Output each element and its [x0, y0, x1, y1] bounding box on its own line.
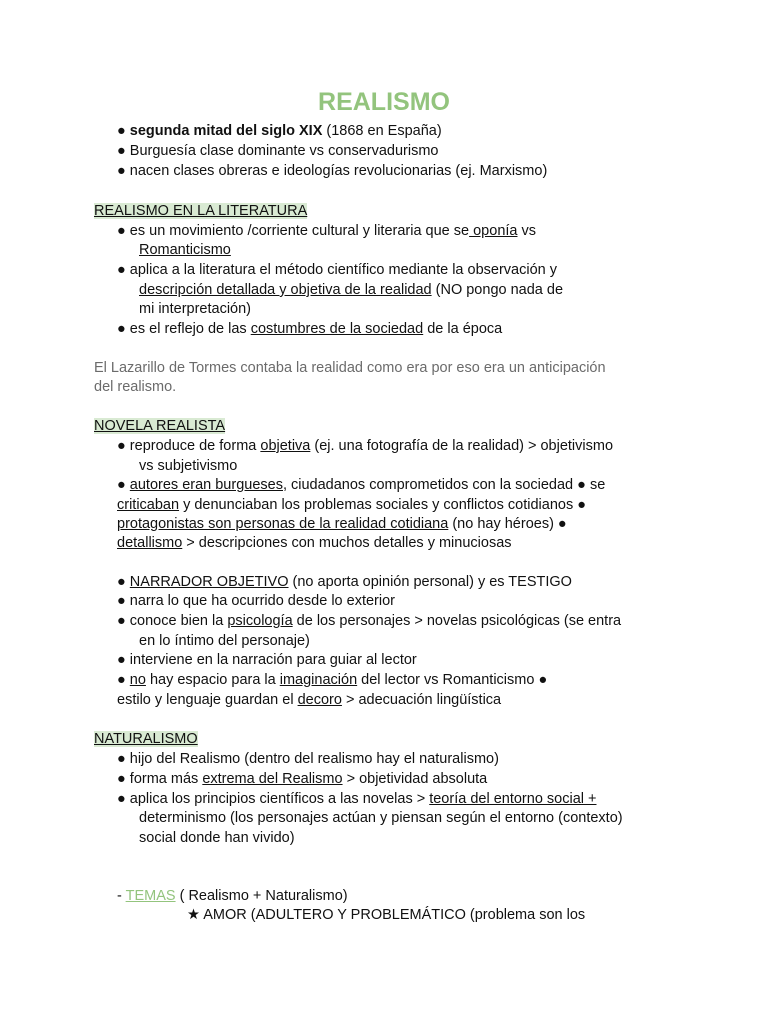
text: de los personajes > novelas psicológicas (se entra [292, 613, 622, 629]
underlined-text: autores eran burgueses, [129, 477, 287, 493]
text: (1868 en España) [322, 123, 442, 139]
novela-bullet-1-cont: vs subjetivismo [139, 458, 238, 474]
heading-text: NOVELA REALISTA [94, 418, 226, 434]
novela-line-protagonistas [117, 514, 567, 534]
lit-bullet-1 [117, 221, 536, 241]
underlined-text: criticaban [117, 497, 180, 513]
underlined-text: descripción detallada y objetiva de la realidad [139, 282, 432, 298]
lit-bullet-3 [117, 319, 502, 339]
star-icon: ★ [187, 907, 200, 923]
text: y denunciaban los problemas sociales y conflictos cotidianos ● [179, 497, 586, 513]
underlined-text: teoría del entorno social + [429, 791, 597, 807]
text: (ej. una fotografía de la realidad) > objetivismo [310, 438, 614, 454]
text: hijo del Realismo (dentro del realismo hay el naturalismo) [129, 751, 499, 767]
bullet-glyph: ● [117, 593, 130, 609]
text: (no hay héroes) ● [448, 516, 567, 532]
text: es el reflejo de las [129, 321, 251, 337]
page-title: REALISMO [318, 88, 450, 116]
underlined-text: Romanticismo [139, 242, 231, 258]
section-heading-novela [94, 416, 225, 436]
text: nacen clases obreras e ideologías revolucionarias (ej. Marxismo) [129, 163, 548, 179]
heading-text: NATURALISMO [94, 731, 198, 747]
narrador-bullet-5 [117, 670, 547, 690]
narrador-bullet-1 [117, 572, 572, 592]
text: (no aporta opinión personal) y es TESTIGO [288, 574, 572, 590]
bullet-glyph: ● [117, 262, 130, 278]
bullet-glyph: ● [117, 477, 130, 493]
lit-bullet-2 [117, 260, 557, 280]
underlined-text: no [129, 672, 146, 688]
naturalismo-bullet-2 [117, 769, 487, 789]
temas-link: TEMAS [125, 888, 176, 904]
novela-bullet-1 [117, 436, 613, 456]
bullet-glyph: ● [117, 123, 130, 139]
lit-bullet-2-cont2 [139, 299, 251, 319]
text: > objetividad absoluta [342, 771, 488, 787]
naturalismo-bullet-3-cont2: social donde han vivido) [139, 830, 295, 846]
heading-text: REALISMO EN LA LITERATURA [94, 203, 308, 219]
underlined-text: protagonistas son personas de la realidad cotidiana [117, 516, 449, 532]
text: narra lo que ha ocurrido desde lo exterior [129, 593, 395, 609]
underlined-text: costumbres de la sociedad [250, 321, 424, 337]
section-heading-naturalismo [94, 729, 198, 749]
temas-amor-line [187, 905, 585, 925]
text: > adecuación lingüística [341, 692, 502, 708]
text: ( Realismo + Naturalismo) [175, 888, 348, 904]
bullet-glyph: ● [117, 438, 130, 454]
underlined-text: NARRADOR OBJETIVO [129, 574, 289, 590]
underlined-text: extrema del Realismo [202, 771, 343, 787]
lit-bullet-2-cont [139, 280, 563, 300]
lazarillo-note-line-1: El Lazarillo de Tormes contaba la realidad como era por eso era un anticipación [94, 360, 606, 376]
bold-text: segunda mitad del siglo XIX [129, 123, 323, 139]
section-heading-literatura [94, 201, 307, 221]
novela-line-detallismo [117, 533, 512, 553]
text: hay espacio para la [145, 672, 280, 688]
underlined-text: imaginación [279, 672, 358, 688]
bullet-glyph: ● [117, 574, 130, 590]
text: forma más [129, 771, 203, 787]
lazarillo-note-line-2: del realismo. [94, 379, 177, 395]
text: interviene en la narración para guiar al lector [129, 652, 417, 668]
narrador-line-estilo [117, 690, 501, 710]
underlined-text: objetiva [260, 438, 311, 454]
text: estilo y lenguaje guardan el [117, 692, 298, 708]
text: conoce bien la [129, 613, 228, 629]
narrador-bullet-3 [117, 611, 621, 631]
intro-bullet-1 [117, 121, 442, 141]
underlined-text: oponía [469, 223, 518, 239]
novela-bullet-2 [117, 475, 605, 495]
naturalismo-bullet-3-cont: determinismo (los personajes actúan y piensan según el entorno (contexto) [139, 810, 623, 826]
naturalismo-bullet-1 [117, 749, 499, 769]
text: mi interpretación) [139, 301, 252, 317]
bullet-glyph: ● [117, 163, 130, 179]
bullet-glyph: ● [117, 771, 130, 787]
bullet-glyph: ● [117, 143, 130, 159]
text: AMOR (ADULTERO Y PROBLEMÁTICO (problema son los [200, 907, 586, 923]
intro-bullet-2 [117, 141, 438, 161]
narrador-bullet-3-cont: en lo íntimo del personaje) [139, 633, 310, 649]
bullet-glyph: ● [117, 613, 130, 629]
narrador-bullet-4 [117, 650, 417, 670]
lit-bullet-1-cont [139, 240, 231, 260]
bullet-glyph: ● [117, 751, 130, 767]
dash-glyph: - [117, 888, 126, 904]
bullet-glyph: ● [117, 321, 130, 337]
text: del lector vs Romanticismo ● [357, 672, 548, 688]
novela-line-criticaban [117, 495, 586, 515]
text: es un movimiento /corriente cultural y literaria que se [129, 223, 470, 239]
text: aplica a la literatura el método científico mediante la observación y [129, 262, 557, 278]
bullet-glyph: ● [117, 652, 130, 668]
text: Burguesía clase dominante vs conservadurismo [129, 143, 439, 159]
text: > descripciones con muchos detalles y minuciosas [182, 535, 512, 551]
text: reproduce de forma [129, 438, 261, 454]
underlined-text: decoro [297, 692, 342, 708]
underlined-text: psicología [227, 613, 293, 629]
intro-bullet-3 [117, 161, 547, 181]
narrador-bullet-2 [117, 591, 395, 611]
bullet-glyph: ● [117, 672, 130, 688]
text: aplica los principios científicos a las novelas > [129, 791, 430, 807]
temas-line [117, 886, 348, 906]
naturalismo-bullet-3 [117, 789, 596, 809]
text: ciudadanos comprometidos con la sociedad ● se [286, 477, 606, 493]
text: vs [517, 223, 537, 239]
underlined-text: detallismo [117, 535, 183, 551]
text: de la época [423, 321, 503, 337]
text: (NO pongo nada de [431, 282, 564, 298]
bullet-glyph: ● [117, 791, 130, 807]
bullet-glyph: ● [117, 223, 130, 239]
